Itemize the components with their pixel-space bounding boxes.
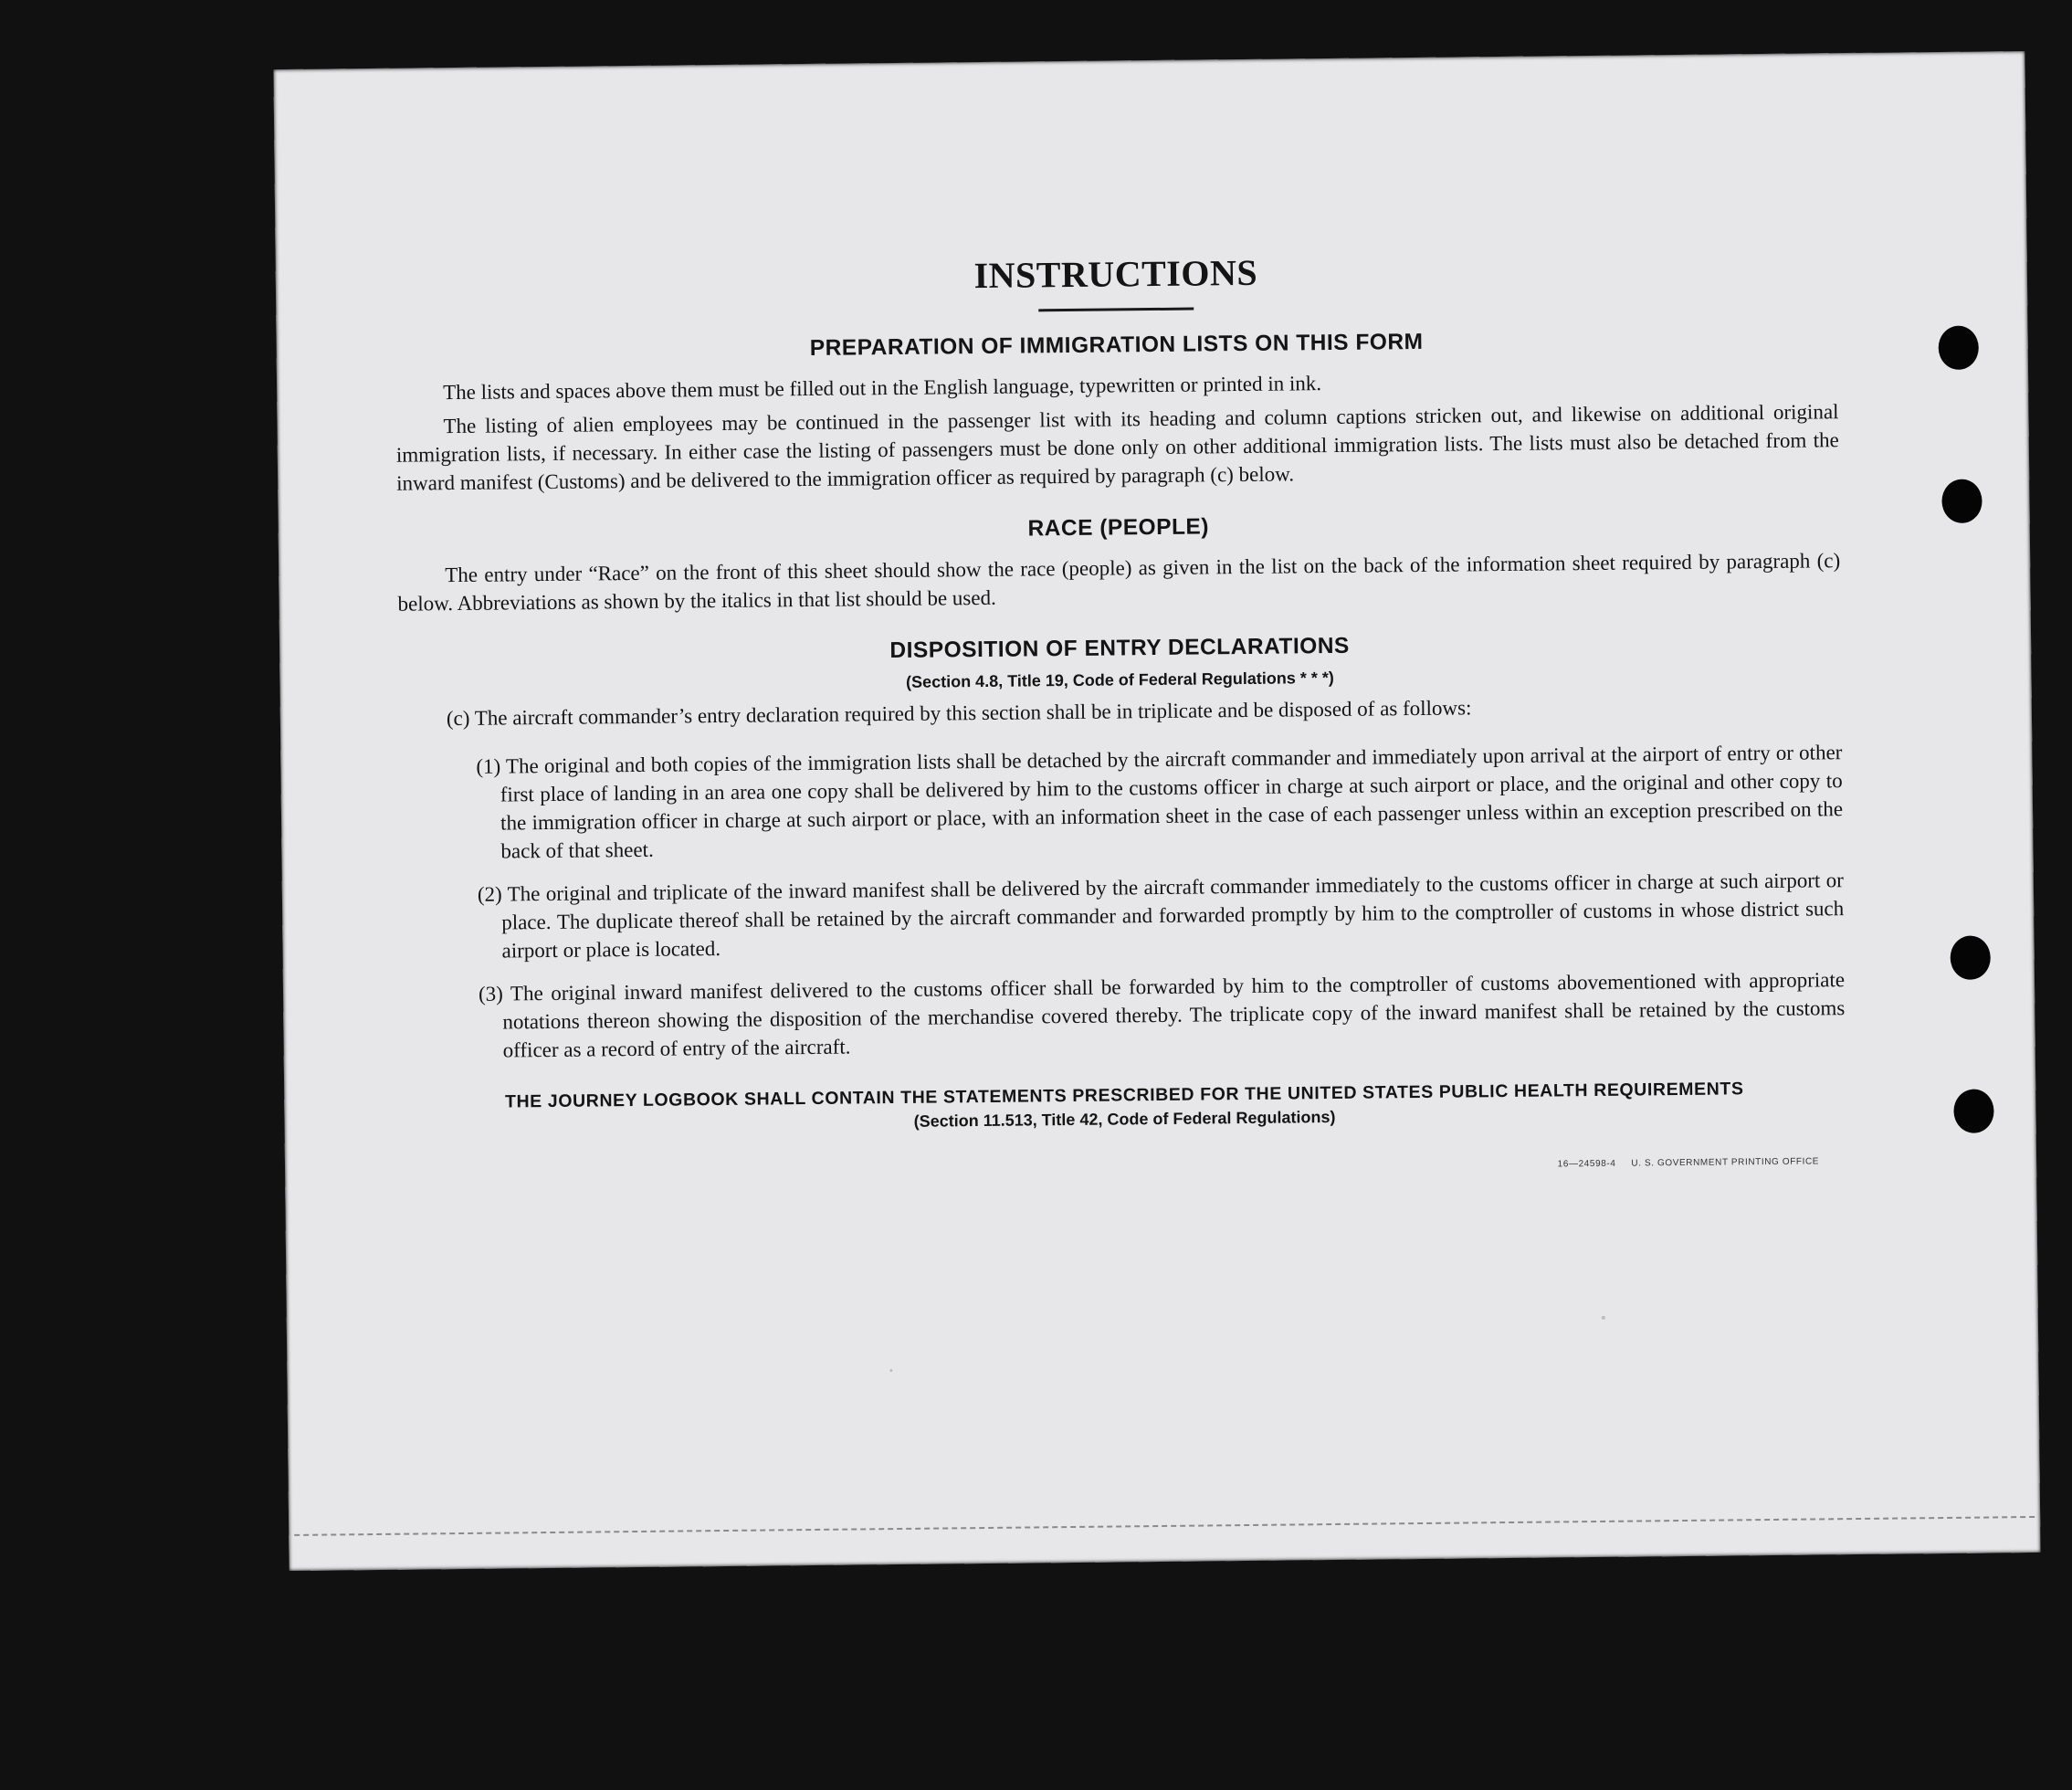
logbook-citation: (Section 11.513, Title 42, Code of Federal Regulations) [913, 1107, 1336, 1131]
punch-hole [1938, 326, 1979, 370]
printing-mark [404, 1156, 1819, 1181]
race-paragraph: The entry under “Race” on the front of this sheet should show the race (people) as given in the list on the back of the information sheet required by paragraph (c) below. Abbreviations as shown by the italics in that list should be used. [397, 549, 1841, 616]
title-rule [1038, 308, 1194, 312]
perforation-line [294, 1516, 2035, 1536]
disposition-intro: (c) The aircraft commander’s entry declaration required by this section shall be in triplicate and be disposed of as follows: [446, 696, 1472, 731]
punch-hole [1950, 935, 1991, 979]
disposition-citation: (Section 4.8, Title 19, Code of Federal Regulations * * *) [906, 668, 1334, 691]
punch-hole [1953, 1089, 1994, 1132]
instructions-content [394, 245, 1846, 1181]
dust-speck [889, 1369, 892, 1372]
document-title: INSTRUCTIONS [973, 251, 1258, 297]
print-code: 16—24598-4 [1557, 1158, 1616, 1170]
punch-hole [1941, 479, 1983, 523]
form-sheet [273, 51, 2040, 1571]
logbook-heading: THE JOURNEY LOGBOOK SHALL CONTAIN THE STATEMENTS PRESCRIBED FOR THE UNITED STATES PUBLIC HEALTH REQUIREMENTS [504, 1079, 1744, 1112]
preparation-heading: PREPARATION OF IMMIGRATION LISTS ON THIS FORM [809, 329, 1424, 361]
disposition-item-2: (2) The original and triplicate of the inward manifest shall be delivered by the aircraft commander immediately to the customs officer in charge at such airport or place. The duplicate thereof shall be retained by the aircraft commander and forwarded promptly by him to the comptroller of customs in whose district such airport or place is located. [477, 869, 1845, 963]
printer-name: U. S. GOVERNMENT PRINTING OFFICE [1631, 1156, 1820, 1169]
race-heading: RACE (PEOPLE) [1027, 514, 1210, 542]
dust-speck [1602, 1316, 1605, 1320]
disposition-heading: DISPOSITION OF ENTRY DECLARATIONS [889, 633, 1350, 664]
disposition-item-1: (1) The original and both copies of the immigration lists shall be detached by the aircraft commander and immediately upon arrival at the airport of entry or other first place of landing in an area one copy shall be delivered by him to the customs officer in charge at such airport or place, and the original and other copy to the immigration officer in charge at such airport or place, with an information sheet in the case of each passenger unless within an exception prescribed on the back of that sheet. [476, 741, 1844, 863]
disposition-item-3: (3) The original inward manifest delivered to the customs officer shall be forwarded by him to the comptroller of customs abovementioned with appropriate notations thereon showing the disposition of the merchandise covered thereby. The triplicate copy of the inward manifest shall be retained by the customs officer as a record of entry of the aircraft. [478, 968, 1846, 1062]
preparation-paragraph-2: The listing of alien employees may be continued in the passenger list with its heading and column captions stricken out, and likewise on additional original immigration lists, if necessary. In either case the listing of passengers must be done only on other additional immigration lists. The lists must also be detached from the inward manifest (Customs) and be delivered to the immigration officer as required by paragraph (c) below. [395, 400, 1839, 495]
preparation-paragraph-1: The lists and spaces above them must be filled out in the English language, typewritten or printed in ink. [443, 372, 1322, 405]
